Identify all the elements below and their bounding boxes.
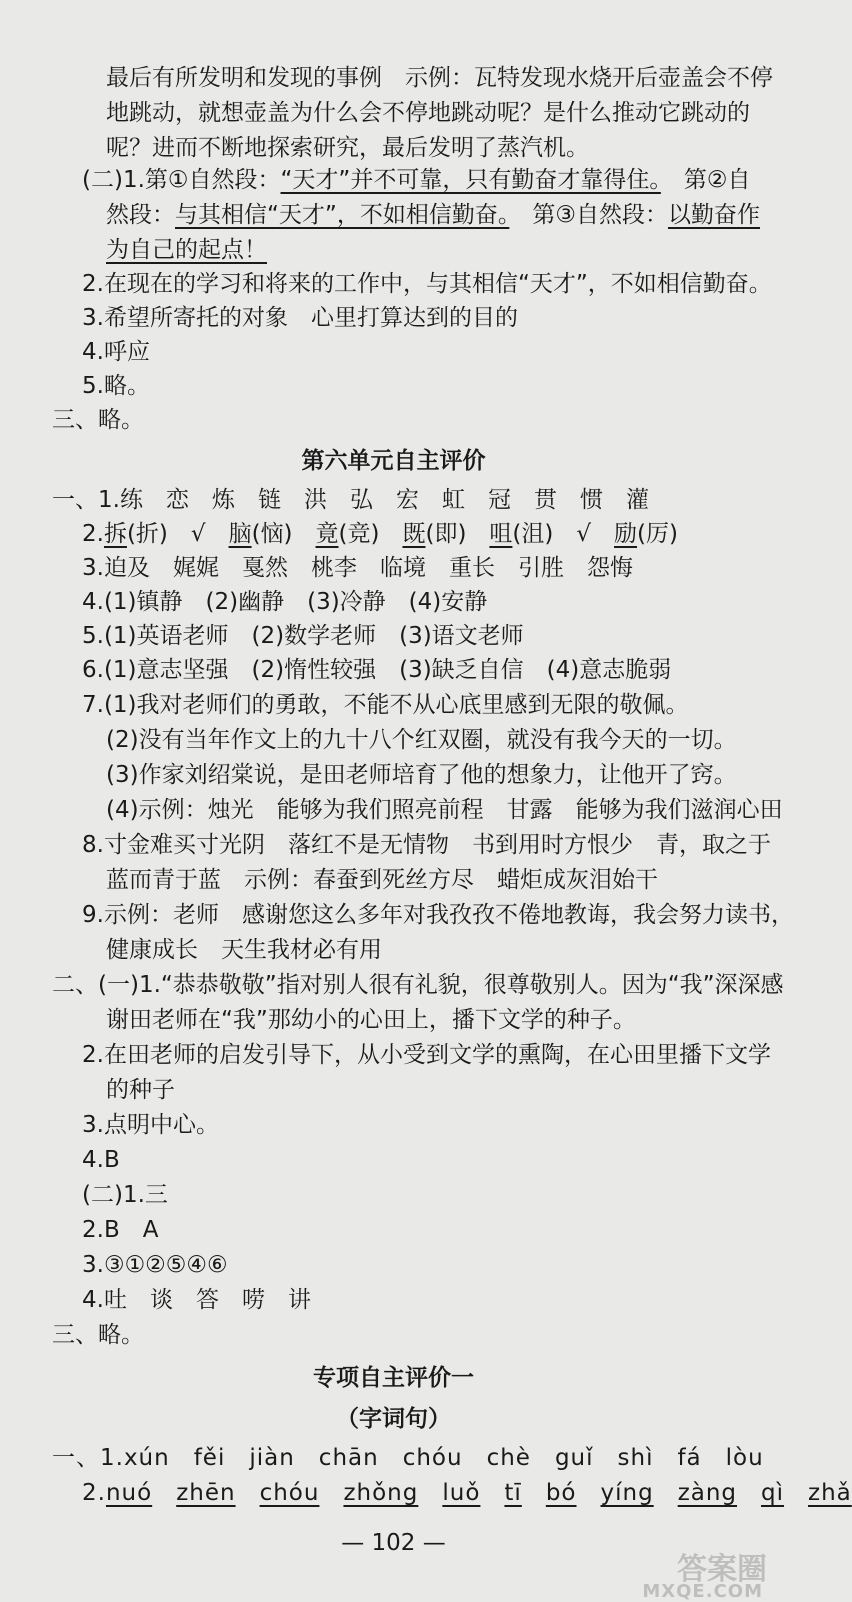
answer-line: 4.吐 谈 答 唠 讲 [82,1287,311,1313]
answer-line: 蓝而青于蓝 示例：春蚕到死丝方尽 蜡炬成灰泪始干 [106,867,658,893]
answer-line: 然段：与其相信“天才”，不如相信勤奋。 第③自然段：以勤奋作 [106,202,760,228]
answer-line: 5.(1)英语老师 (2)数学老师 (3)语文老师 [82,623,524,649]
answer-line: 4.(1)镇静 (2)幽静 (3)冷静 (4)安静 [82,589,488,615]
pinyin-line: 一、1.xún fěi jiàn chān chóu chè guǐ shì fá lòu [52,1445,764,1471]
watermark-url: MXQE.COM [642,1581,763,1602]
answer-line: 2.拆(折) √ 脑(恼) 竟(竞) 既(即) 咀(沮) √ 励(厉) [82,521,678,547]
answer-line: 2.在现在的学习和将来的工作中，与其相信“天才”，不如相信勤奋。 [82,271,772,297]
answer-line: 三、略。 [52,1322,144,1348]
answer-line: (2)没有当年作文上的九十八个红双圈，就没有我今天的一切。 [106,727,737,753]
answer-line: 3.③①②⑤④⑥ [82,1252,228,1278]
answer-line: 一、1.练 恋 炼 链 洪 弘 宏 虹 冠 贯 惯 灌 [52,487,649,513]
text-line: 地跳动，就想壶盖为什么会不停地跳动呢？是什么推动它跳动的 [106,100,750,126]
answer-line: (4)示例：烛光 能够为我们照亮前程 甘露 能够为我们滋润心田 [106,797,783,823]
answer-line: 6.(1)意志坚强 (2)惰性较强 (3)缺乏自信 (4)意志脆弱 [82,657,672,683]
answer-line: 4.呼应 [82,339,150,365]
answer-line: 的种子 [106,1077,175,1103]
watermark-logo: 答案圈 [677,1552,767,1587]
answer-line: 2.B A [82,1217,159,1243]
answer-line: 谢田老师在“我”那幼小的心田上，播下文学的种子。 [106,1007,636,1033]
answer-line: 二、(一)1.“恭恭敬敬”指对别人很有礼貌，很尊敬别人。因为“我”深深感 [52,972,784,998]
section-subtitle: （字词句） [336,1406,451,1432]
answer-line: (二)1.第①自然段：“天才”并不可靠，只有勤奋才靠得住。 第②自 [82,167,751,193]
answer-line: 3.希望所寄托的对象 心里打算达到的目的 [82,305,518,331]
answer-line: 2.在田老师的启发引导下，从小受到文学的熏陶，在心田里播下文学 [82,1042,771,1068]
text-line: 最后有所发明和发现的事例 示例：瓦特发现水烧开后壶盖会不停 [106,65,773,91]
text-line: 呢？进而不断地探索研究，最后发明了蒸汽机。 [106,135,589,161]
answer-line: 4.B [82,1147,120,1173]
answer-line: 健康成长 天生我材必有用 [106,937,382,963]
section-title: 专项自主评价一 [313,1365,474,1391]
answer-line: 三、略。 [52,407,144,433]
answer-line: 8.寸金难买寸光阴 落红不是无情物 书到用时方恨少 青，取之于 [82,832,771,858]
answer-line: 3.迫及 娓娓 戛然 桃李 临境 重长 引胜 怨悔 [82,555,633,581]
page-number: — 102 — [341,1530,446,1556]
answer-line: 7.(1)我对老师们的勇敢，不能不从心底里感到无限的敬佩。 [82,692,689,718]
answer-line: (二)1.三 [82,1182,168,1208]
section-title: 第六单元自主评价 [301,448,486,474]
answer-line: 5.略。 [82,373,150,399]
answer-line: 3.点明中心。 [82,1112,219,1138]
answer-line: 9.示例：老师 感谢您这么多年对我孜孜不倦地教诲，我会努力读书， [82,902,794,928]
pinyin-line: 2.nuó zhēn chóu zhǒng luǒ tī bó yíng zàng qì zhǎ [82,1480,852,1506]
answer-line: (3)作家刘绍棠说，是田老师培育了他的想象力，让他开了窍。 [106,762,737,788]
answer-line: 为自己的起点！ [106,237,267,263]
